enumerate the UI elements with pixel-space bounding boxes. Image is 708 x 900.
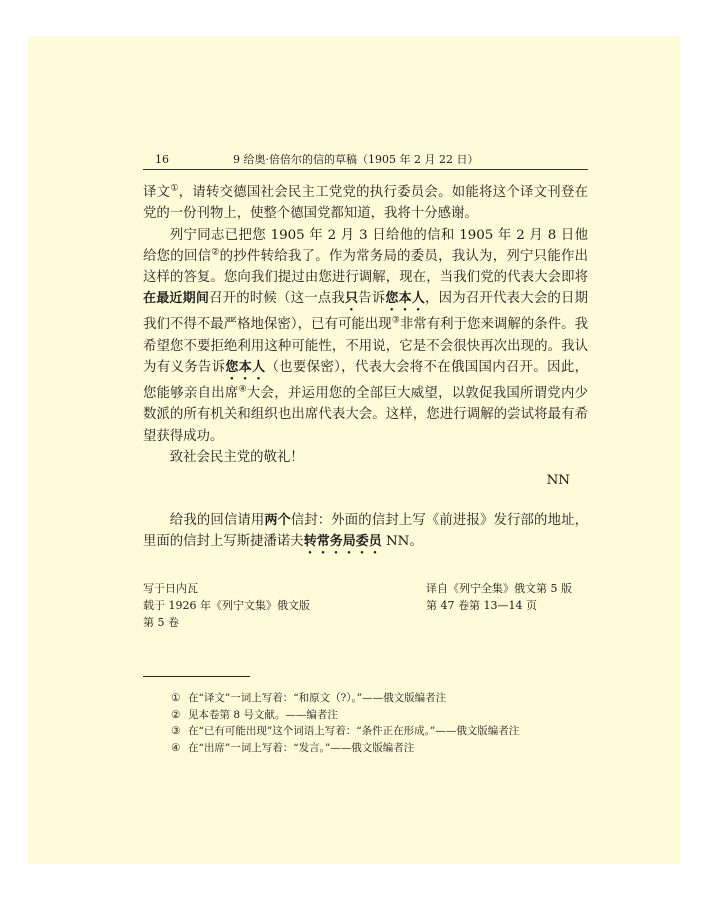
footnote-ref-1[interactable]: ① bbox=[170, 183, 179, 194]
source-line: 写于日内瓦 bbox=[143, 582, 198, 595]
source-line: 第 5 卷 bbox=[143, 616, 179, 629]
bold-emphasis: 两个 bbox=[264, 512, 291, 528]
running-header bbox=[143, 151, 588, 167]
paragraph-2: 列宁同志已把您 1905 年 2 月 3 日给他的信和 1905 年 2 月 8 日他给您的回信②的抄件转给我了。作为常务局的委员，我认为，列宁只能作出这样的答复。您向我们提过由您进行调解，现在，当我们党的代表大会即将在最近期间召开的时候（这一点我只告诉您本人，因为召开代表大会的日期我们不得不最严格地保密），已有可能出现③非常有利于您来调解的条件。我希望您不要拒绝利用这种可能性，不用说，它是不会很快再次出现的。我认为有义务告诉您本人（也要保密），代表大会将不在俄国国内召开。因此，您能够亲自出席④大会，并运用您的全部巨大威望，以敦促我国所谓党内少数派的所有机关和组织也出席代表大会。这样，您进行调解的尝试将最有希望获得成功。 bbox=[143, 227, 589, 444]
footnote-ref-3[interactable]: ③ bbox=[391, 316, 400, 327]
footnote-rule bbox=[143, 676, 250, 677]
dotted-emphasis: 只 bbox=[345, 291, 359, 307]
footnote-item bbox=[171, 740, 591, 757]
source-info-left bbox=[143, 580, 363, 631]
footnote-text: 在“译文”一词上写着：“和原文（?）。”——俄文版编者注 bbox=[188, 692, 447, 704]
footnote-mark: ④ bbox=[171, 741, 181, 754]
page-number: 16 bbox=[155, 153, 169, 166]
footnote-mark: ② bbox=[171, 708, 181, 721]
source-info-right bbox=[426, 580, 606, 614]
source-line: 译自《列宁全集》俄文第 5 版 bbox=[426, 582, 572, 595]
dotted-emphasis: 您本人 bbox=[225, 360, 266, 376]
bold-emphasis: 在最近期间 bbox=[143, 291, 210, 307]
footnote-item bbox=[171, 690, 591, 707]
footnotes bbox=[171, 690, 591, 756]
running-title: 9 给奥·倍倍尔的信的草稿（1905 年 2 月 22 日） bbox=[233, 153, 479, 166]
dotted-emphasis: 转常务局委员 bbox=[303, 533, 382, 549]
dotted-emphasis: 您本人 bbox=[385, 291, 426, 307]
postscript: 给我的回信请用两个信封：外面的信封上写《前进报》发行部的地址，里面的信封上写斯捷潘诺夫转常务局委员 NN。 bbox=[143, 512, 588, 549]
footnote-item bbox=[171, 707, 591, 724]
paragraph-1: 译文①，请转交德国社会民主工党党的执行委员会。如能将这个译文刊登在党的一份刊物上，使整个德国党都知道，我将十分感谢。 bbox=[143, 183, 589, 222]
footnote-mark: ① bbox=[171, 692, 181, 704]
footnote-text: 在“出席”一词上写着：“发言。”——俄文版编者注 bbox=[188, 741, 415, 754]
header-rule bbox=[143, 169, 588, 170]
footnote-text: 在“已有可能出现”这个词语上写着：“条件正在形成。”——俄文版编者注 bbox=[188, 725, 520, 737]
footnote-item bbox=[171, 723, 591, 740]
letter-body bbox=[143, 182, 588, 557]
closing-salutation: 致社会民主党的敬礼！ bbox=[169, 449, 304, 465]
source-line: 第 47 卷第 13—14 页 bbox=[426, 599, 537, 612]
footnote-ref-2[interactable]: ② bbox=[211, 247, 220, 258]
source-line: 载于 1926 年《列宁文集》俄文版 bbox=[143, 599, 310, 612]
footnote-mark: ③ bbox=[171, 725, 181, 737]
footnote-ref-4[interactable]: ④ bbox=[238, 384, 247, 395]
footnote-text: 见本卷第 8 号文献。——编者注 bbox=[188, 708, 338, 721]
signature: NN bbox=[546, 473, 570, 489]
